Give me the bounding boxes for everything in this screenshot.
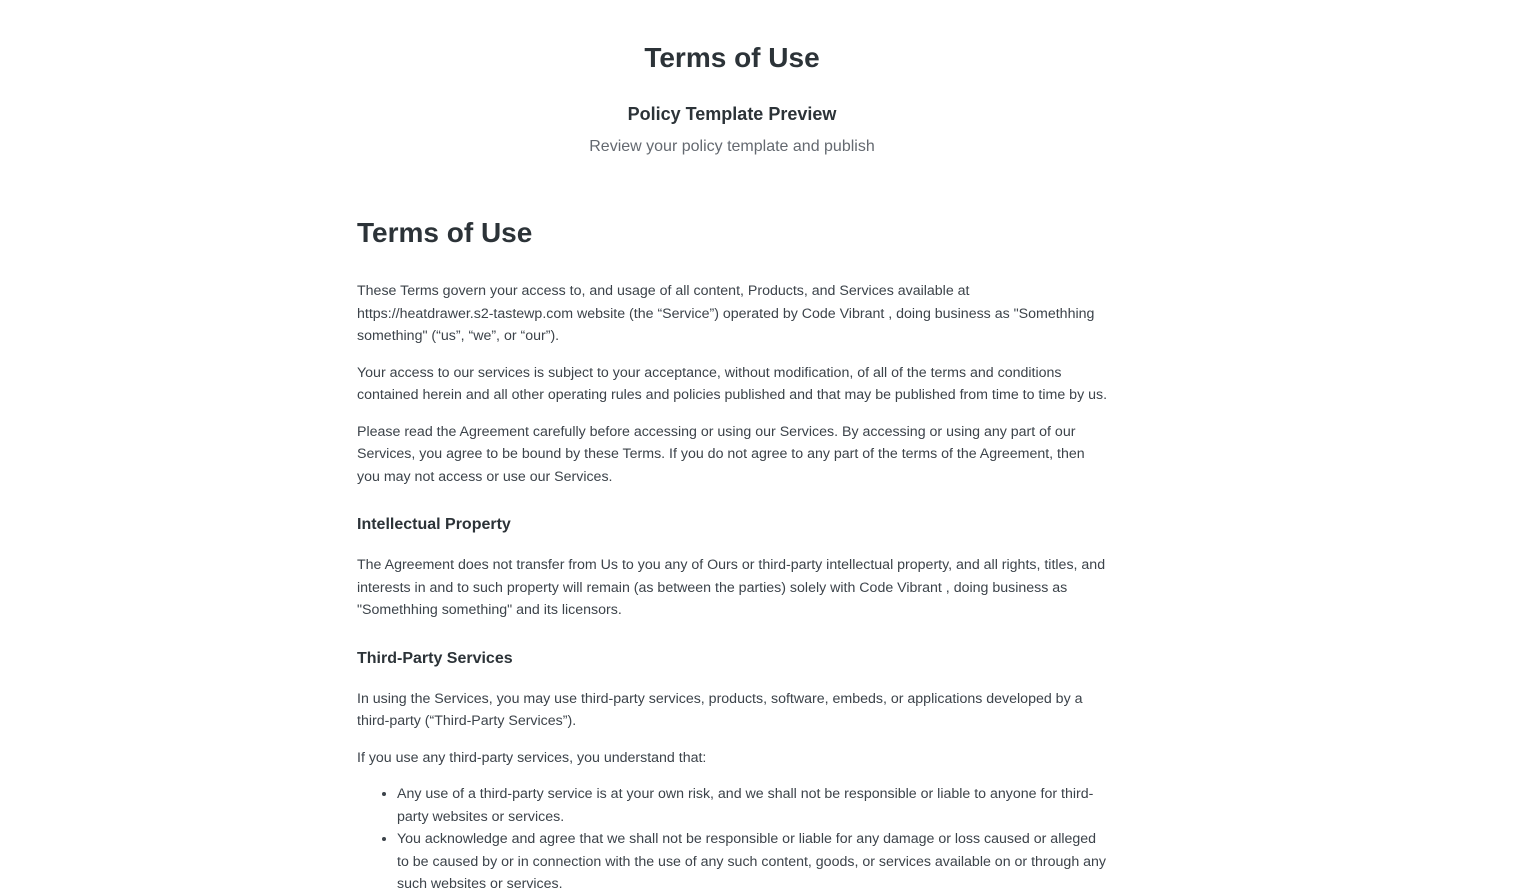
intro-paragraph: Please read the Agreement carefully before accessing or using our Services. By accessing or using any part of our Services, you agree to be bound by these Terms. If you do not agree to any part of the terms of the Agreement, then you may not access or use our Services.: [357, 423, 1085, 485]
page-title: Terms of Use: [644, 42, 820, 73]
list-item: • You acknowledge and agree that we shall not be responsible or liable for any damage or loss caused or alleged to be caused by or in connection with the use of any such content, goods, or services available on or through any such websites or services.: [397, 828, 1109, 896]
section-heading-third-party-services: Third-Party Services: [357, 649, 513, 667]
document-title: Terms of Use: [357, 217, 533, 248]
list-item: • Any use of a third-party service is at your own risk, and we shall not be responsible or liable to anyone for third-party websites or services.: [397, 783, 1109, 828]
intro-paragraph: These Terms govern your access to, and usage of all content, Products, and Services available at https://heatdrawer.s2-tastewp.com website (the “Service”) operated by Code Vibrant , doing business as "Somethhing something" (“us”, “we”, or “our”).: [357, 283, 1095, 344]
section-paragraph: The Agreement does not transfer from Us to you any of Ours or third-party intellectual property, and all rights, titles, and interests in and to such property will remain (as between the parties) solely with Code Vibrant , doing business as "Somethhing something" and its licensors.: [357, 557, 1106, 618]
preview-title: Policy Template Preview: [627, 104, 837, 124]
section-paragraph: If you use any third-party services, you understand that:: [357, 749, 707, 766]
section-heading-intellectual-property: Intellectual Property: [357, 516, 511, 533]
third-party-bullet-list: [357, 783, 1109, 896]
policy-preview-document: [357, 214, 1109, 896]
preview-subtitle: Review your policy template and publish: [589, 138, 875, 155]
section-paragraph: In using the Services, you may use third-party services, products, software, embeds, or applications developed by a third-party (“Third-Party Services”).: [357, 690, 1083, 729]
intro-paragraph: Your access to our services is subject to your acceptance, without modification, of all of the terms and conditions contained herein and all other operating rules and policies published and that may be published from time to time by us.: [357, 364, 1108, 403]
